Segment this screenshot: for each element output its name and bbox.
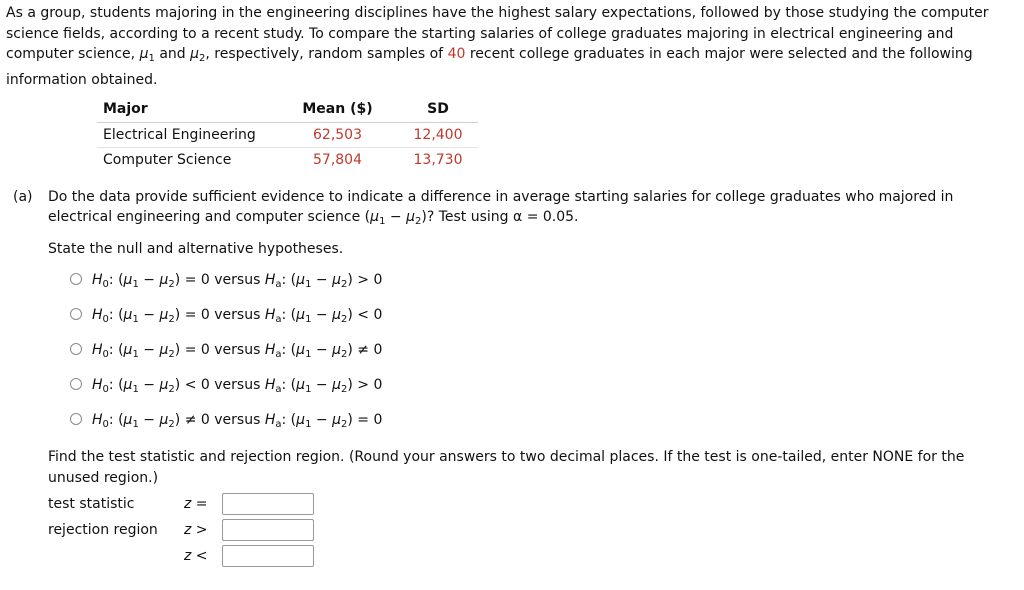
alpha-value: α = 0.05. (513, 209, 579, 225)
option-text: $H_0$: $(\mu_1 - \mu_2) = 0$ versus $H_a$: $(\mu_1 - \mu_2) > 0$ (92, 272, 383, 290)
option-text: $H_0$: $(\mu_1 - \mu_2) = 0$ versus $H_a$: $(\mu_1 - \mu_2) \ne 0$ (92, 342, 383, 360)
question-tail: ? Test using (426, 209, 509, 225)
radio-button[interactable] (70, 413, 82, 425)
table-row (97, 148, 478, 173)
hypotheses-prompt: State the null and alternative hypotheses. (48, 241, 344, 257)
radio-button[interactable] (70, 308, 82, 320)
sd-cell: 12,400 (398, 123, 478, 148)
question-text: Do the data provide sufficient evidence to indicate a difference in average starting salaries for college graduates who majored in electrical engineering and computer science (48, 189, 954, 225)
find-instructions: Find the test statistic and rejection region. (Round your answers to two decimal places. If the test is one-tailed, enter NONE for the unused region.) (48, 449, 965, 486)
z-less: z < (184, 548, 208, 564)
salary-table (97, 97, 478, 172)
rejection-region-label: rejection region (48, 522, 158, 538)
table-row (97, 123, 478, 148)
mean-cell: 62,503 (277, 123, 398, 148)
intro-text: As a group, students majoring in the engineering disciplines have the highest salary expectations, followed by those studying the computer science fields, according to a recent study. To compare the starting salaries of college graduates majoring in electrical engineering and computer science, (6, 5, 989, 62)
major-cell: Computer Science (103, 152, 232, 168)
z-equals: z = (184, 496, 208, 512)
radio-button[interactable] (70, 273, 82, 285)
problem-intro (6, 3, 1006, 90)
option-text: $H_0$: $(\mu_1 - \mu_2) = 0$ versus $H_a$: $(\mu_1 - \mu_2) < 0$ (92, 307, 383, 325)
test-statistic-input[interactable] (222, 493, 314, 515)
header-major: Major (97, 97, 277, 123)
header-mean: Mean ($) (277, 97, 398, 123)
rejection-upper-input[interactable] (222, 519, 314, 541)
radio-button[interactable] (70, 343, 82, 355)
hypothesis-option[interactable] (70, 410, 382, 445)
option-text: $H_0$: $(\mu_1 - \mu_2) \ne 0$ versus $H_a$: $(\mu_1 - \mu_2) = 0$ (92, 412, 383, 430)
hypothesis-option[interactable] (70, 340, 382, 375)
mean-cell: 57,804 (313, 152, 362, 168)
intro-and: and (159, 46, 186, 62)
option-text: $H_0$: $(\mu_1 - \mu_2) < 0$ versus $H_a$: $(\mu_1 - \mu_2) > 0$ (92, 377, 383, 395)
hypothesis-option[interactable] (70, 375, 382, 410)
intro-text-3: recent college graduates in each major were selected and the following information obtained. (6, 46, 973, 88)
part-label: (a) (13, 189, 33, 205)
test-statistic-label: test statistic (48, 496, 135, 512)
radio-button[interactable] (70, 378, 82, 390)
header-sd: SD (398, 97, 478, 123)
hypothesis-option[interactable] (70, 270, 382, 305)
rejection-lower-input[interactable] (222, 545, 314, 567)
z-greater: z > (184, 522, 208, 538)
rejection-upper-row (48, 519, 314, 541)
sd-cell: 13,730 (413, 152, 463, 168)
major-cell: Electrical Engineering (97, 123, 277, 148)
mu-difference: $(\mu_1 - \mu_2)$ (364, 209, 427, 227)
mu2-symbol: $\mu_2$ (190, 46, 206, 64)
part-a-question (13, 187, 1019, 232)
table-header-row (97, 97, 478, 123)
rejection-lower-row (48, 545, 314, 567)
hypothesis-options (70, 270, 382, 445)
sample-size: 40 (447, 46, 466, 62)
test-statistic-row (48, 493, 314, 515)
intro-text-2: , respectively, random samples of (205, 46, 444, 62)
mu1-symbol: $\mu_1$ (139, 46, 155, 64)
hypothesis-option[interactable] (70, 305, 382, 340)
